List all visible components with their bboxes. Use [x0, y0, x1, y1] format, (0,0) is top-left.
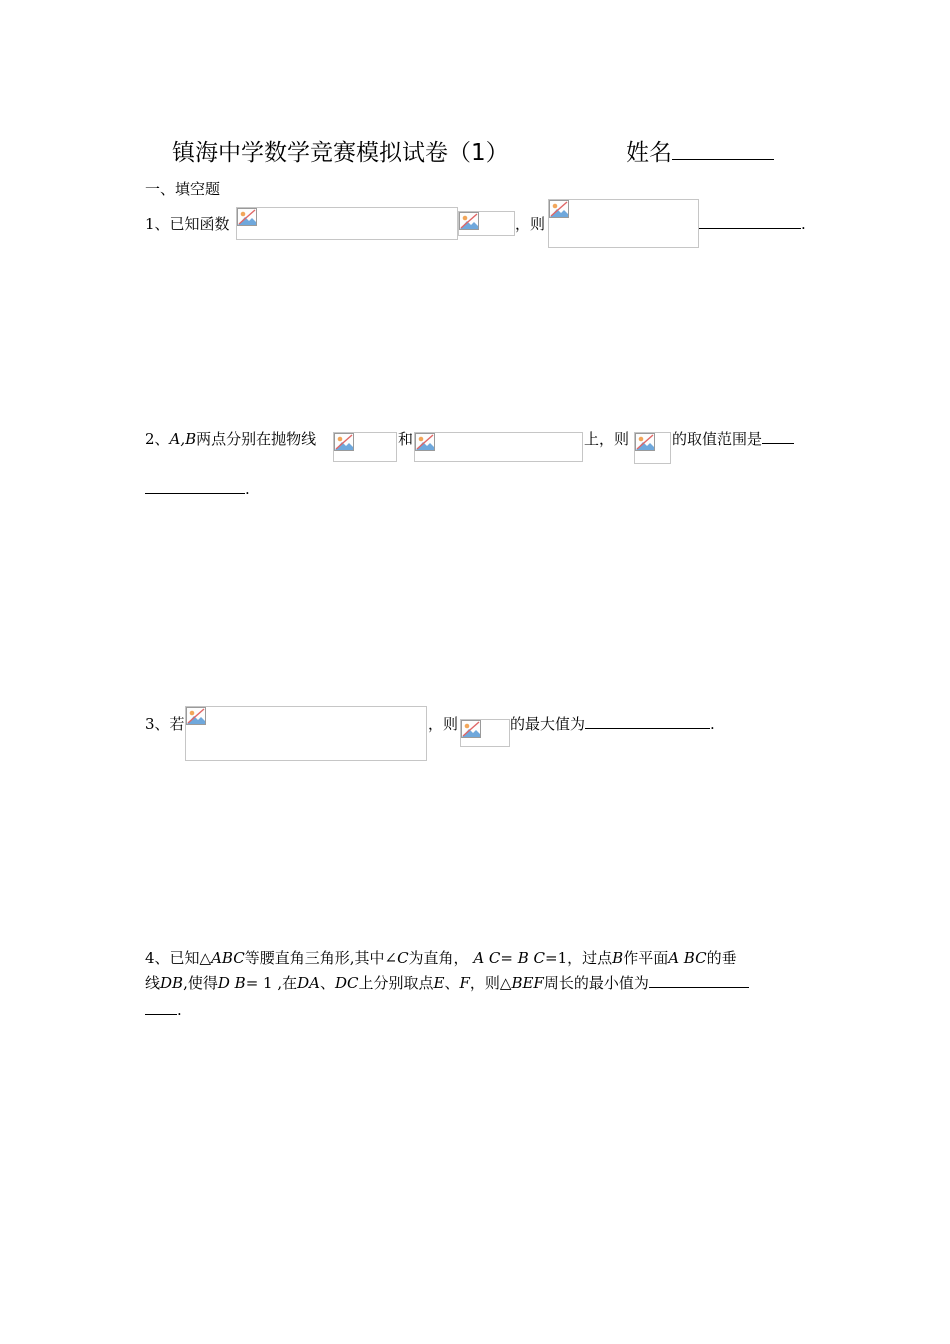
name-label: 姓名 [626, 140, 672, 166]
math-variable: B C [517, 949, 546, 967]
question-2-then: 上，则 [584, 430, 630, 448]
formula-image-placeholder [185, 706, 427, 761]
math-variable: A BC [668, 949, 707, 967]
text-run: 上分别取点 [358, 974, 434, 992]
math-variable: BEF [511, 974, 544, 992]
formula-image-placeholder [458, 211, 515, 236]
question-2-range: 的取值范围是 [672, 429, 794, 449]
text-run: =1，过点 [545, 949, 613, 967]
question-4-line-1 [145, 948, 737, 968]
text-run: 周长的最小值为 [543, 974, 649, 992]
text-run: 等腰直角三角形,其中∠ [244, 949, 398, 967]
formula-image-placeholder [460, 719, 510, 747]
math-variable: ABC [211, 949, 245, 967]
text-run: 、 [319, 974, 335, 992]
broken-image-icon [334, 433, 354, 451]
math-variable: DB [160, 974, 184, 992]
answer-blank-2: . [145, 479, 250, 499]
name-blank [672, 135, 774, 160]
math-variable: DC [334, 974, 359, 992]
broken-image-icon [415, 433, 435, 451]
math-variable: F [459, 974, 470, 992]
broken-image-icon [459, 212, 479, 230]
broken-image-icon [635, 433, 655, 451]
text-run: = [500, 949, 518, 967]
broken-image-icon [461, 720, 481, 738]
text-run: 作平面 [623, 949, 669, 967]
text-run: ,使得 [183, 974, 218, 992]
text-run: 的垂 [706, 949, 737, 967]
broken-image-icon [549, 200, 569, 218]
math-variable: B [612, 949, 624, 967]
question-2-prefix: 2、A,B两点分别在抛物线 [145, 430, 317, 448]
broken-image-icon [186, 707, 206, 725]
text-run: 、 [444, 974, 460, 992]
formula-image-placeholder [236, 207, 458, 240]
page-title: 镇海中学数学竞赛模拟试卷（1） [172, 140, 509, 166]
math-variable: DA [297, 974, 320, 992]
section-title: 一、填空题 [145, 180, 221, 198]
math-variable: A C [473, 949, 501, 967]
question-1-prefix: 1、已知函数 [145, 215, 230, 233]
answer-blank-1: . [699, 214, 806, 234]
answer-blank-4: . [145, 1000, 182, 1020]
math-variable: C [397, 949, 409, 967]
broken-image-icon [237, 208, 257, 226]
formula-image-placeholder [414, 432, 583, 462]
text-run: 为直角， [408, 949, 474, 967]
formula-image-placeholder [333, 432, 397, 462]
math-variable: E [433, 974, 445, 992]
text-run: = 1 ,在 [245, 974, 298, 992]
question-2-and: 和 [398, 430, 414, 448]
name-field [626, 134, 774, 167]
question-3-then: ，则 [428, 715, 459, 733]
formula-image-placeholder [634, 432, 671, 464]
question-3-prefix: 3、若 [145, 715, 185, 733]
math-variable: D B [217, 974, 246, 992]
question-1-then: ，则 [515, 215, 546, 233]
question-3-max: 的最大值为 . [510, 715, 715, 733]
text-run: 线 [145, 974, 161, 992]
text-run: 4、已知△ [145, 949, 212, 967]
formula-image-placeholder [548, 199, 699, 248]
text-run: ，则△ [469, 974, 512, 992]
question-4-line-2 [145, 973, 749, 993]
